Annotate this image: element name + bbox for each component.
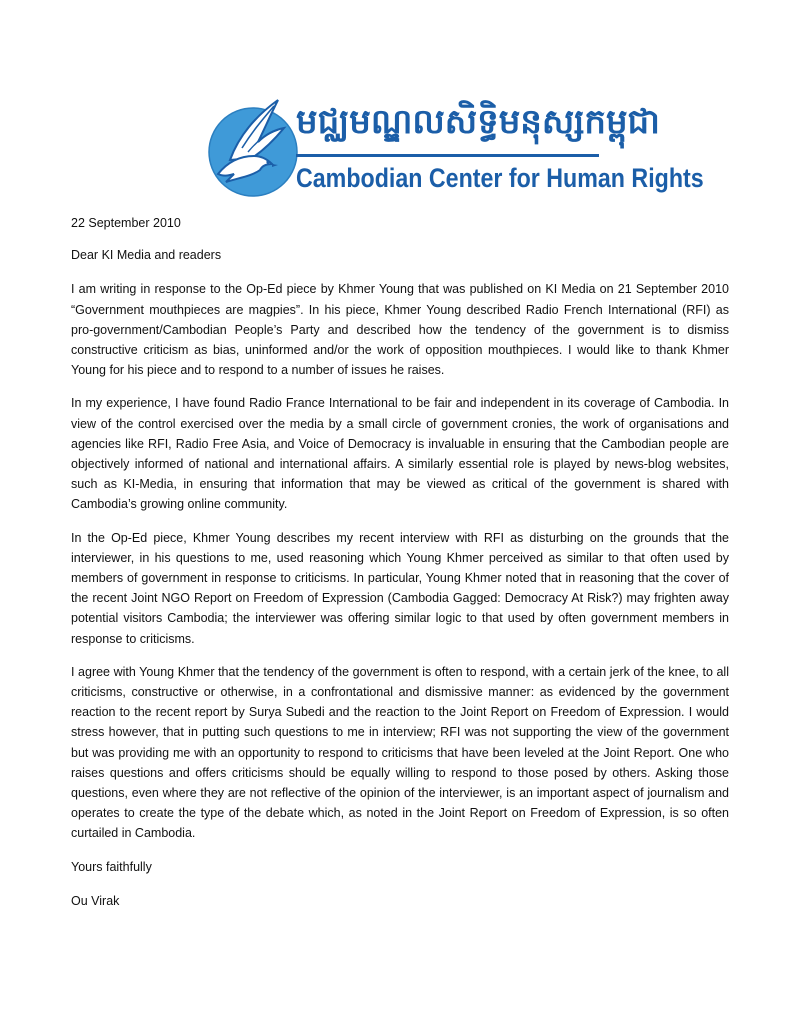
english-organization-name: Cambodian Center for Human Rights <box>296 163 704 193</box>
letterhead-divider <box>296 154 599 157</box>
salutation: Dear KI Media and readers <box>71 248 222 263</box>
paragraph-1: I am writing in response to the Op-Ed piece by Khmer Young that was published on KI Media on 21 September 2010 “Government mouthpieces are magpies”. In his piece, Khmer Young described Radio French International (RFI) as pro-government/Cambodian People’s Party and described how the tendency of the government is to dismiss constructive criticism as bias, uninformed and/or the work of opposition mouthpieces. I would like to thank Khmer Young for his piece and to respond to a number of issues he raises. <box>71 282 729 378</box>
letterhead <box>208 90 704 202</box>
dove-on-globe-icon <box>208 90 298 202</box>
letter-date: 22 September 2010 <box>71 216 181 230</box>
paragraph-4: I agree with Young Khmer that the tendency of the government is often to respond, with a certain jerk of the knee, to all criticisms, constructive or otherwise, in a confrontational and dismissive manner: as evidenced by the government reaction to the recent report by Surya Subedi and the reaction to the Joint Report on Freedom of Expression. I would stress however, that in putting such questions to me in interview; RFI was not supporting the view of the government but was providing me with an opportunity to respond to criticisms that have been leveled at the Joint Report. One who raises questions and offers criticisms should be equally willing to respond to those posed by others. Asking those questions, even where they are not reflective of the opinion of the interviewer, is an important aspect of journalism and operates to create the type of the debate which, as noted in the Joint Report on Freedom of Expression, is so often curtailed in Cambodia. <box>71 664 729 841</box>
letter-body <box>71 213 729 911</box>
paragraph-2: In my experience, I have found Radio France International to be fair and independent in its coverage of Cambodia. In view of the control exercised over the media by a small circle of government cronies, the work of organisations and agencies like RFI, Radio Free Asia, and Voice of Democracy is invaluable in ensuring that the Cambodian people are objectively informed of national and international affairs. A similarly essential role is played by news-blog websites, such as KI-Media, in ensuring that information that may be viewed as critical of the government is shared with Cambodia’s growing online community. <box>71 396 729 512</box>
signature-name: Ou Virak <box>71 893 120 908</box>
khmer-organization-name: មជ្ឈមណ្ឌលសិទ្ធិមនុស្សកម្ពុជា <box>296 102 660 142</box>
closing: Yours faithfully <box>71 859 152 874</box>
paragraph-3: In the Op-Ed piece, Khmer Young describes my recent interview with RFI as disturbing on the grounds that the interviewer, in his questions to me, used reasoning which Young Khmer perceived as similar to that often used by members of government in response to criticisms. In particular, Young Khmer noted that in reasoning that the cover of the recent Joint NGO Report on Freedom of Expression (Cambodia Gagged: Democracy At Risk?) may frighten away potential visitors Cambodia; the interviewer was offering similar logic to that used by often government members in response to criticisms. <box>71 530 729 646</box>
